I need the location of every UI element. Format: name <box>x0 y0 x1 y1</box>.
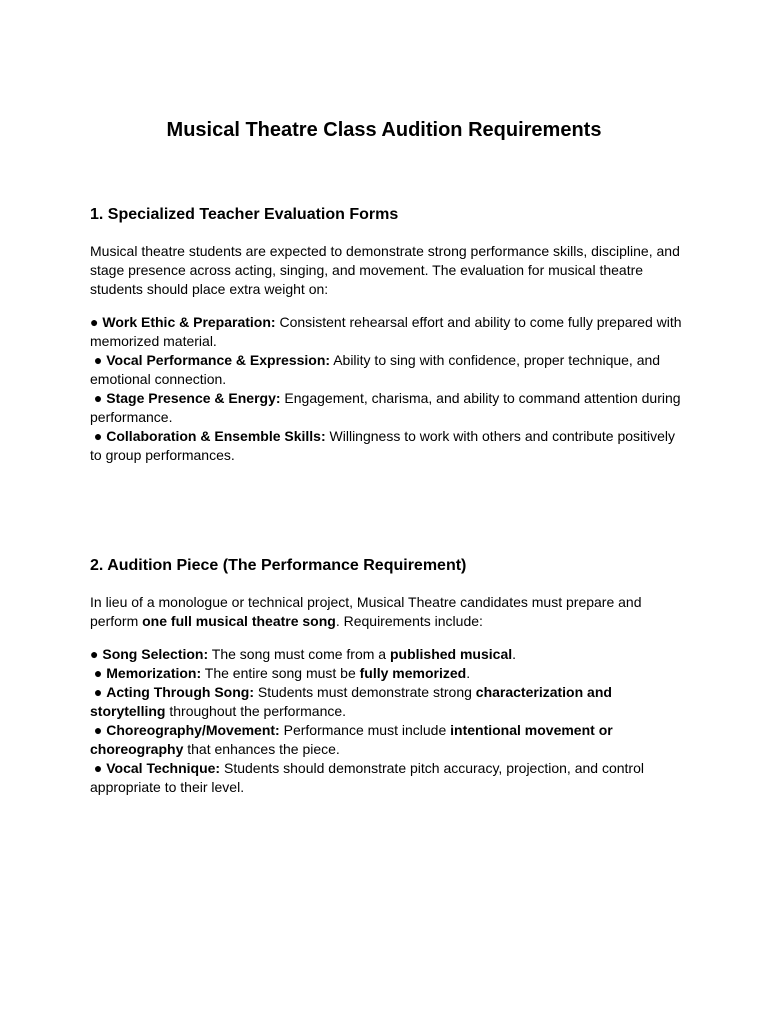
bullet-item-vocal-performance <box>90 351 690 389</box>
bullet-label: Work Ethic & Preparation: <box>102 314 276 330</box>
section-heading: 1. Specialized Teacher Evaluation Forms <box>90 206 399 223</box>
bullet-text: . <box>512 646 517 662</box>
bullet-item-acting-through-song <box>90 683 690 721</box>
bullet-text: . <box>466 665 471 681</box>
section-evaluation-forms <box>90 204 690 465</box>
bullet-list <box>90 313 690 465</box>
bullet-marker: ● <box>93 665 103 681</box>
bullet-text: Ability to sing with confidence, proper technique, and emotional connection. <box>90 352 661 387</box>
bullet-marker: ● <box>93 390 103 406</box>
intro-text: . Requirements include: <box>335 613 483 629</box>
bullet-label: Vocal Technique: <box>106 760 221 776</box>
intro-text: In lieu of a monologue or technical project, Musical Theatre candidates must prepare and perform <box>90 594 642 629</box>
bullet-label: Memorization: <box>106 665 202 681</box>
bullet-item-collaboration <box>90 427 690 465</box>
bullet-item-vocal-technique <box>90 759 690 797</box>
bullet-emphasis: characterization and storytelling <box>90 684 612 719</box>
bullet-emphasis: intentional movement or choreography <box>90 722 613 757</box>
bullet-marker: ● <box>93 352 103 368</box>
bullet-marker: ● <box>93 760 103 776</box>
bullet-item-choreography <box>90 721 690 759</box>
bullet-label: Collaboration & Ensemble Skills: <box>106 428 326 444</box>
bullet-emphasis: fully memorized <box>359 665 467 681</box>
bullet-list <box>90 645 690 797</box>
section-audition-piece <box>90 555 690 797</box>
bullet-text: Consistent rehearsal effort and ability to come fully prepared with memorized material. <box>90 314 682 349</box>
bullet-marker: ● <box>90 314 99 330</box>
bullet-text: Students should demonstrate pitch accuracy, projection, and control appropriate to their level. <box>90 760 644 795</box>
document-title: Musical Theatre Class Audition Requirements <box>166 119 602 141</box>
bullet-emphasis: published musical <box>389 646 513 662</box>
bullet-text: Willingness to work with others and contribute positively to group performances. <box>90 428 676 463</box>
bullet-item-stage-presence <box>90 389 690 427</box>
bullet-label: Choreography/Movement: <box>106 722 280 738</box>
bullet-text: The song must come from a <box>208 646 390 662</box>
bullet-item-work-ethic <box>90 313 690 351</box>
bullet-item-song-selection <box>90 645 690 664</box>
section-intro: Musical theatre students are expected to demonstrate strong performance skills, discipline, and stage presence across acting, singing, and movement. The evaluation for musical theatre students should place extra weight on: <box>90 243 680 297</box>
bullet-text: throughout the performance. <box>165 703 347 719</box>
bullet-text: The entire song must be <box>201 665 360 681</box>
section-heading: 2. Audition Piece (The Performance Requirement) <box>90 557 467 574</box>
bullet-text: that enhances the piece. <box>183 741 340 757</box>
intro-emphasis: one full musical theatre song <box>142 613 336 629</box>
bullet-marker: ● <box>93 428 103 444</box>
bullet-label: Acting Through Song: <box>106 684 254 700</box>
bullet-text: Engagement, charisma, and ability to command attention during performance. <box>90 390 681 425</box>
bullet-marker: ● <box>90 646 99 662</box>
bullet-label: Song Selection: <box>102 646 209 662</box>
bullet-label: Stage Presence & Energy: <box>106 390 281 406</box>
bullet-marker: ● <box>93 684 103 700</box>
bullet-label: Vocal Performance & Expression: <box>106 352 331 368</box>
bullet-text: Students must demonstrate strong <box>254 684 476 700</box>
bullet-item-memorization <box>90 664 690 683</box>
bullet-text: Performance must include <box>279 722 451 738</box>
bullet-marker: ● <box>93 722 103 738</box>
section-intro <box>90 593 690 631</box>
